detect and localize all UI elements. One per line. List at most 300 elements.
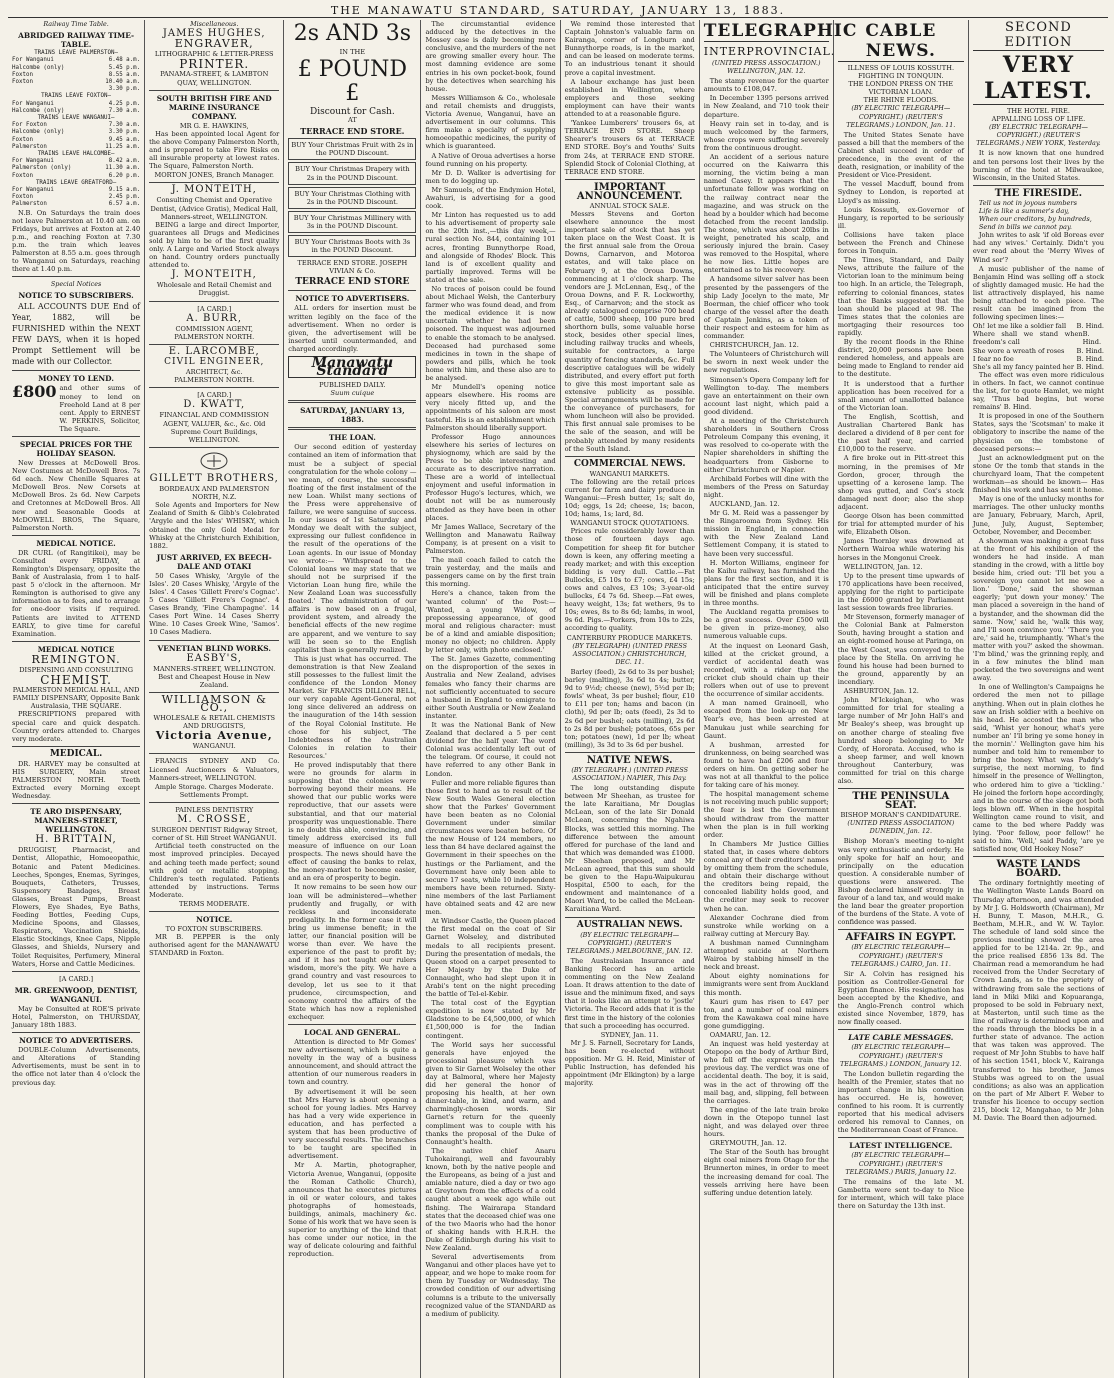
- fireside-paragraph: The effect was even more ridiculous in others. In fact, we cannot continue the list, for to quote Hamlet, we might say, 'Thus bad begins, but worse remains' B. Hind.: [972, 370, 1105, 412]
- at-label: AT: [347, 116, 357, 125]
- burr-sub: COMMISSION AGENT,: [175, 324, 253, 333]
- local-paragraph: Mr A. Martin, photographer, Victoria Avenue, Wanganui, (opposite the Roman Catholic Church), announces that he executes pictures in oil or water colours, and takes photographs of homesteads, buildings, animals, machinery &c. Some of his work that we have seen is superior to anything of the kind that has come under our notice, in the way of delicate colouring and faithful reproduction.: [288, 1161, 417, 1259]
- timetable-row: [12, 165, 140, 172]
- hughes-name: JAMES HUGHES,: [162, 28, 266, 40]
- markets-text: The following are the retail prices current for farm and dairy produce in Wanganui:—Fresh butter, 1s; salt do, 10d; eggs, 1s 2d; cheese, 1s; bacon, 10d; hams, 1s; lard, 8d.: [564, 477, 695, 519]
- news-paragraph: Mr Mundell's opening notice appears elsewhere. His rooms are very nicely fitted up, and the appointments of his saloon are most tasteful. His is an establishment which Palmerston should liberally support.: [425, 383, 556, 432]
- remington-name: REMINGTON.: [31, 652, 121, 666]
- published-line: PUBLISHED DAILY.: [319, 381, 386, 390]
- australian-text: The Australasian Insurance and Banking Record has an article commenting on the New Zealand Loan. It draws attention to the date of issue and the minimum fixed, and says that it looks like an attempt to 'jostle' Victoria. The Record adds that it is the first time in the history of the colonies that such a proceeding has occurred.: [564, 956, 695, 1030]
- local-heading: LOCAL AND GENERAL.: [304, 1028, 401, 1037]
- discount-tag: 2s AND 3s: [293, 21, 412, 46]
- timetable-row: [12, 101, 140, 108]
- terms-label: TERMS MODERATE.: [178, 899, 250, 908]
- gillett-sub: BORDEAUX AND PALMERSTON NORTH, N.Z.: [159, 485, 270, 502]
- news-paragraph: The St. James Gazette, commenting on the disproportion of the sexes in Australia and New Zealand, advises females who fancy their charms are not sufficiently accentuated to secure a husband in England to emigrate to either South Australia or New Zealand instanter.: [425, 655, 556, 720]
- gillett-text: Sole Agents and Importers for New Zealand of Smith & Gibb's Celebrated 'Argyle and the Isles' WHISKY, which obtained the only Gold Medal for Whisky at the Christchurch Exhibition, 1882.: [149, 501, 280, 550]
- money-amount: £800: [12, 382, 57, 402]
- music-text: A music publisher of the name of Benjamin Hind was selling off a stock of slightly damaged music. He had the list attractively displayed, his name being attached to each piece. The result can be imagined from the following specimen lines:—: [972, 264, 1105, 322]
- kossuth-heading: ILLNESS OF LOUIS KOSSUTH.: [847, 64, 955, 72]
- song-author: B. Hind.: [1076, 354, 1105, 363]
- egypt-heading: AFFAIRS IN EGYPT.: [845, 932, 957, 944]
- stock-text: Prices rule considerably lower than those of fourteen days ago. Competition for sheep fit for butcher down is keen, any offering meeting a ready market; and with this exception bidding is very dull. Cattle.—Fat Bullocks, £5 10s to £7; cows, £4 15s; cows and calves, £3 10s; 3-year-old bullocks, £4 7s 6d. Sheep.—Fat ewes, heavy weight, 13s; fat wethers, 9s to 10s; ewes, 8s to 8s 6d; lambs, in wool, 9s 6d. Pigs.—Porkers, from 10s to 22s, according to quality.: [564, 527, 695, 633]
- timetable-title: ABRIDGED RAILWAY TIME-TABLE.: [18, 31, 135, 50]
- crosse-text: Artificial teeth constructed on the most improved principles. Decayed and aching teeth made perfect; sound with gold or metallic stopping. Children's teeth regulated. Patients attended by instructions. Terms Moderate.: [149, 842, 280, 899]
- timetable-head: TRAINS LEAVE HALCOMBE—: [37, 150, 115, 157]
- larcombe-name: E. LARCOMBE,: [168, 345, 260, 357]
- tonquin-heading: FIGHTING IN TONQUIN.: [858, 72, 944, 81]
- buy-line: BUY Your Christmas Millinery with 3s in the POUND Discount.: [288, 211, 416, 233]
- timetable-head: TRAINS LEAVE FOXTON—: [41, 93, 111, 100]
- latest-sub: (BY ELECTRIC TELEGRAPH—COPYRIGHT.) (REUTER'S TELEGRAMS.) PARIS, January 12.: [845, 1151, 957, 1176]
- accounts-notice: ALL ACCOUNTS DUE End of Year, 1882, will be FURNISHED within the NEXT FEW DAYS, when it is hoped Prompt Settlement will be made with our Collector.: [12, 302, 141, 367]
- crest-icon: [149, 451, 279, 473]
- section-label: Special Notices: [50, 280, 102, 289]
- news-paragraph: James Thornley was drowned at Northern Wairoa while watering his horses in the Mongonui Creek.: [837, 537, 964, 562]
- news-paragraph: We remind those interested that Captain Johnston's valuable farm on Kairanga, corner of Longburn and Bunnythorpe roads, is in the market, and can be leased on moderate terms. To an industrious tenant it should prove a capital investment.: [564, 20, 695, 77]
- song-title: She's all my fancy painted her: [972, 362, 1074, 371]
- news-paragraph: It was the National Bank of New Zealand that declared a 5 per cent dividend for the half year. The word Colonial was accidentally left out of the telegram. Of course, it could not have referred to any other Bank in London.: [425, 720, 556, 778]
- sydney-text: Mr J. S. Farnell, Secretary for Lands, has been re-elected without opposition. Mr G. H. Reid, Minister of Public Instruction, has defended his appointment (Mr Elkington) by a large majority.: [564, 1038, 695, 1088]
- news-paragraph: Simonsen's Opera Company left for Wellington to-day. The members gave an entertainment on their own account last night, which paid a good dividend.: [703, 375, 829, 416]
- news-paragraph: The World says her successful generals have enjoyed the processional pleasure which was given to Sir Garnet Wolseley the other day at Balmoral, where her Majesty did her general the honor of proposing his health, at her own dinner-table, in kind, and warm, and charmingly-chosen words. Sir Garnet's return for the queenly compliment was to couple with his thanks the proposal of the Duke of Connaught's health.: [425, 1040, 556, 1146]
- architect-line: ARCHITECT, &c.: [185, 368, 243, 377]
- news-paragraph: A labour exchange has just been established in Wellington, where employers and those seeking employment can have their wants attended to at a reasonable figure.: [564, 77, 695, 119]
- buy-line: BUY Your Christmas Drapery with 2s in the POUND Discount.: [288, 162, 416, 184]
- notice-text: ALL orders for insertion must be written legibly on the face of the advertisement. When no order is given, the advertisement will be inserted until countermanded, and charged accordingly.: [288, 304, 417, 353]
- timetable-row: [12, 137, 140, 144]
- timetable-destination: Palmerston (only): [12, 165, 72, 172]
- song-author: B. Hind.: [1082, 330, 1102, 347]
- bishop-text: Bishop Moran's meeting to-night was very enthusiastic and orderly. He only spoke for half an hour, and principally on the education question. A considerable number of questions were answered. The Bishop declared himself strongly in favour of a land tax, and would make the land bear the greater proportion of the burdens of the State. A vote of confidence was passed.: [837, 837, 964, 927]
- loan-paragraph: This is just what has occurred. The demonstration is that New Zealand still possesses to the fullest limit the confidence of the London Money Market. Sir FRANCIS DILLON BELL, our very capable Agent-General, not long since delivered an address on the inauguration of the 14th session of the Royal Colonial Institute. He chose for his subject, 'The Indebtedness of the Australian Colonies in relation to their Resources.': [288, 654, 417, 760]
- store-name: TERRACE END STORE: [295, 277, 410, 288]
- notice-heading: NOTICE TO ADVERTISERS.: [19, 1036, 133, 1046]
- painless-label: PAINLESS DENTISTRY: [175, 805, 254, 814]
- timetable-destination: Halcombe (only): [12, 64, 65, 71]
- timetable-destination: Foxton: [12, 194, 33, 201]
- timetable-row: [12, 72, 140, 79]
- waste-heading: WASTE LANDS BOARD.: [996, 859, 1081, 880]
- news-paragraph: A handsome silver salver has been presented by the passengers of the ship Lady Jocelyn to the mate, Mr Boerman, the chief officer who took charge of the vessel after the death of Captain Jenkins, as a token of their respect and esteem for him as commander.: [703, 275, 829, 341]
- news-paragraph: A bushman named Cunningham attempted suicide at Northern Wairoa by stabbing himself in the neck and breast.: [703, 938, 829, 972]
- news-paragraph: Fuller and more reliable figures than those first to hand as to result of the New South Wales General election show that the Parkes' Government have been beaten as no Colonial Government under similar circumstances were beaten before. Of the new House of 124 members, no less than 84 have declared against the Government in their speeches on the hustings or the Parliament, and the Government have only been able to secure 17 seats, while 10 independent members have been returned. Sixty-nine members of the last Parliament have obtained seats and 42 are new men.: [425, 778, 556, 917]
- timetable-destination: Foxton: [12, 172, 33, 179]
- news-paragraph: The hospital management scheme is not receiving much public support; the fear is lest the Government should withdraw from the matter when the plan is in full working order.: [703, 790, 829, 839]
- francis-text: FRANCIS SYDNEY AND Co. Licensed Auctioneers & Valuators, Manners-street, WELLINGTON.: [149, 757, 280, 782]
- columns: [8, 20, 1108, 1378]
- news-paragraph: Up to the present time upwards of 170 applications have been received, applying for the right to participate in the £6000 granted by Parliament last session towards free libraries.: [837, 571, 964, 613]
- news-paragraph: The Volunteers of Christchurch will be sworn in next week under the new regulations.: [703, 350, 829, 375]
- press-heading: THE LONDON PRESS ON THE VICTORIAN LOAN.: [848, 80, 954, 97]
- news-paragraph: The engine of the late train broke down in the Otepopo tunnel last night, and was delayed over three hours.: [703, 1105, 829, 1139]
- column-5: [561, 20, 700, 1378]
- news-paragraph: The circumstantial evidence adduced by the detectives in the Mossey case is daily becoming more conclusive, and the murders of the net are growing smaller every hour. The most damning evidence are some entries in his own pocket-book, found by the detectives when searching his house.: [425, 20, 556, 93]
- greenwood-text: May be Consulted at ROE'S private Hotel, Palmerston, on THURSDAY, January 18th 1883.: [12, 1004, 141, 1030]
- news-paragraph: Here's a chance, taken from the 'wanted column' of the Post:— 'Wanted, a young Widow, of prepossessing appearance, of good moral and religious character: must be of a kind and amiable disposition; money no object; no children. Apply by letter only, with photo enclosed.': [425, 589, 556, 655]
- paper-title: Manawatu Standard: [288, 356, 416, 378]
- timetable-row: [12, 108, 140, 115]
- news-paragraph: Collisions have taken place between the French and Chinese forces in Tonquin.: [837, 230, 964, 256]
- stock-heading: WANGANUI STOCK QUOTATIONS.: [570, 519, 690, 528]
- store-name: TERRACE END STORE. JOSEPH VIVIAN & Co.: [297, 259, 408, 276]
- london-sub: (BY ELECTRIC TELEGRAPH—COPYRIGHT.) (REUTER'S TELEGRAMS.) LONDON, Jan. 11.: [846, 104, 956, 129]
- fireside-paragraph: May is one of the unlucky months for marriages. The other unlucky months are January, February, March, April, June, July, August, September, October, November, and December.: [972, 495, 1105, 536]
- column-3: [284, 20, 421, 1378]
- dispensary-heading: TE ARO DISPENSARY, MANNERS-STREET, WELLINGTON.: [30, 807, 122, 835]
- fireside-paragraph: Just an acknowledgment put on the stone Or the tomb that stands in the churchyard loam, That the competent workman—as should be known— Has finished his work and has sent it home.: [972, 453, 1105, 495]
- loan-heading: THE LOAN.: [328, 433, 376, 443]
- motto: Suum cuique: [330, 389, 375, 398]
- song-line: [973, 347, 1104, 355]
- wanganui-label: WANGANUI.: [192, 742, 236, 751]
- timetable-time: 9.15 a.m.: [108, 186, 141, 193]
- monteith-name: J. MONTEITH,: [171, 184, 257, 196]
- peninsula-heading: THE PENINSULA SEAT.: [852, 791, 950, 812]
- hughes-address: PANAMA-STREET, & LAMBTON QUAY, WELLINGTON.: [160, 70, 269, 87]
- news-paragraph: OAMARU, Jan. 12.: [709, 1030, 772, 1039]
- news-paragraph: The vessel Macduff, bound from Sydney to London, is reported at Lloyd's as missing.: [837, 180, 964, 205]
- pepper-text: MR B. PEPPER is the only authorised agent for the MANAWATU STANDARD in Foxton.: [149, 933, 280, 958]
- timetable-time: 4.25 p.m.: [108, 100, 141, 107]
- news-paragraph: GREYMOUTH, Jan. 12.: [709, 1139, 787, 1148]
- interprovincial-heading: INTERPROVINCIAL.: [703, 45, 836, 58]
- printer-title: PRINTER.: [179, 57, 250, 72]
- card-label: [A CARD.]: [197, 391, 232, 400]
- news-paragraph: About eighty nominations for immigrants were sent from Auckland this month.: [703, 972, 829, 997]
- pound-title: £ POUND £: [297, 57, 407, 107]
- news-paragraph: Archibald Forbes will dine with the members of the Press on Saturday night.: [703, 474, 829, 499]
- timetable-destination: Halcombe (only): [12, 129, 65, 136]
- news-paragraph: Alexander Cochrane died from sunstroke while working on a railway cutting at Mercury Bay.: [703, 913, 829, 938]
- commercial-heading: COMMERCIAL NEWS.: [573, 458, 686, 469]
- news-paragraph: A man named Grainoell, who escaped from the look-up on New Year's eve, has been arrested at Manukau just while searching for Gaunt.: [703, 699, 829, 740]
- annual-text: Messrs Stevens and Gorton elsewhere announce the most important sale of stock that has yet taken place on the West Coast. It is the first annual sale from the Oroua Downs, Carnarvon, and Motoroa estates, and will take place on February 9, at the Oroua Downs, commencing at 1 o'clock sharp. The vendors are J. McLennan, Esq., of the Oroua Downs, and F. R. Lockworthy, Esq., of Carnarvon; and the stock as already catalogued comprise 700 head of cattle, 5000 sheep, 100 pure bred shorthorn bulls, some valuable horse stock, besides other special lines, including railway trucks and wheels, suitable for contractors, a large quantity of fencing standards, &c. Full descriptive catalogues will be widely distributed, and every effort put forth to give this most important sale as extensive publicity as possible. Special arrangements will be made for the conveyance of purchasers, for whom luncheon will also be provided. This first annual sale promises to be the sale of the season, and will be probably attended by many residents of the South Island.: [564, 209, 695, 453]
- song-author: B. Hind.: [1076, 346, 1105, 355]
- timetable-row: [12, 86, 140, 93]
- news-paragraph: Mr Samuels, of the Endymion Hotel, Awahuri, is advertising for a good cook.: [425, 185, 556, 211]
- appalling-heading: APPALLING LOSS OF LIFE.: [991, 115, 1086, 124]
- timetable-head: TRAINS LEAVE GREATFORD—: [35, 179, 117, 186]
- timetable-row: [12, 187, 140, 194]
- crosse-sub: SURGEON DENTIST Ridgway Street, corner of St. Hill Street WANGANUI.: [151, 826, 278, 843]
- timetable-time: 5.45 p.m.: [108, 64, 141, 71]
- timetable-note: N.B. On Saturdays the train does not leave Palmerston at 10.40 am. on Fridays, but arrives at Foxton at 2.40 p.m., and reaching Foxton at 7.30 p.m. the train which leaves Palmerston at 8.55 a.m. goes through to Wanganui on Saturdays, reaching there at 1.40 p.m.: [12, 208, 141, 274]
- news-paragraph: WELLINGTON, Jan. 12.: [843, 562, 923, 571]
- telegraphic-heading: TELEGRAPHIC: [703, 21, 858, 41]
- section-label: Railway Time Table.: [43, 20, 109, 28]
- timetable-destination: Foxton: [12, 78, 33, 85]
- rhine-heading: THE RHINE FLOODS.: [863, 96, 939, 105]
- song-title: She wore a wreath of roses: [972, 346, 1065, 355]
- bishop-heading: BISHOP MORAN'S CANDIDATURE.: [840, 811, 962, 820]
- news-paragraph: Several advertisements from Wanganui and other places have yet to appear, and we hope to make room for them by Tuesday or Wednesday. The crowded condition of our advertising columns is a tribute to the universally recognized value of the STANDARD as a medium of publicity.: [425, 1253, 556, 1318]
- fireside-text: John writes to ask 'if old Boreas ever had any wives.' Certainly. Didn't you ever read about the 'Merry Wives of Wind sor'?: [972, 231, 1105, 264]
- card-label: [A CARD.]: [197, 304, 232, 313]
- timetable-row: [12, 65, 140, 72]
- news-paragraph: Mr D. D. Walker is advertising for men to do logging up.: [425, 168, 556, 185]
- news-paragraph: 'Yankee Lumberers' trousers 6s, at TERRACE END STORE. Sheep Shearer's trousers 6s at TERRACE END STORE. Boy's and Youths' Suits from 24s, at TERRACE END STORE. Splendid Stock of Colonial Clothing, at TERRACE END STORE.: [564, 119, 695, 176]
- song-title: I fear no foe: [972, 354, 1014, 363]
- waste-text: The ordinary fortnightly meeting of the Wellington Waste Lands Board on Thursday afternoon, and was attended by Mr J. G. Holdsworth (Chairman), Mr H. Bunny, T. Mason, M.H.R., G. Beetham, M.H.R., and W. W. Taylor. The schedule of land sold since the previous meeting showed the area applied for to be 1214a. 2r. 9p., and the price realised £856 13s 8d. The Chairman read a memorandum he had received from the Under Secretary of Crown Lands, as to the propriety of withdrawing from sale the sections of land in Miki Miki and Kopuaranga, proposed to be sold in February next, at Masterton, until such time as the line of railway is determined upon and the roads through the blocks be in a further state of advance. The action that was taken was approved. The request of Mr John Stubbs to have half of his section 1541, block V., Kairanga transferred to his brother, James Stubbs was agreed to on the usual conditions; as also was an application on the part of Mr Albert F. Weber to transfer his licence to occupy section 215, block 12, Mangahao, to Mr John M. Davie. The Board then adjourned.: [972, 879, 1105, 1123]
- timetable-destination: Halcombe (only): [12, 107, 65, 114]
- terrace-store: TERRACE END STORE.: [300, 126, 405, 137]
- loan-paragraph: He proved indisputably that there were no grounds for alarm in supposing that the colonies were borrowing beyond their means. He showed that our public works were reproductive, that our assets were substantial, and that our material prosperity was unquestionable. There is no doubt this able, convincing, and timely address exercised its full measure of influence on our Loan prospects. The news should have the effect of causing the banks to relax, the money-market to become easier, and an era of prosperity to begin.: [288, 761, 417, 883]
- news-paragraph: The Star of the South has brought eight coal miners from Otago for the Brunnerton mines, in order to meet the increasing demand for coal. The vessels arriving here have been suffering undue detention lately.: [703, 1148, 829, 1197]
- loan-paragraph: It now remains to be seen how our loan will be administered—whether prudently and frugally, or with reckless and inconsiderate prodigality. In the former case it will bring us immense benefit; in the latter, our financial position will be worse than ever. We have the experience of the past to profit by; and if it has not taught our rulers wisdom, more's the pity. We have a grand country and vast resources to develop, let us see to it that prudence, circumspection, and economy control the affairs of the State which has now a replenished exchequer.: [288, 883, 417, 1021]
- news-paragraph: In Chambers Mr Justice Gillies stated that, in cases where debtors conceal any of their creditors' names by omitting them from the schedule, and obtain their discharge without the creditors being repaid, the concealed liability holds good, and the creditor may seek to recover when he can.: [703, 839, 829, 913]
- column-8: [969, 20, 1108, 1378]
- medical-text: DR CURL (of Rangitikei), may be Consulted every FRIDAY, at Remington's Dispensary, opposite the Bank of Australasia, from 1 to half-past 5 o'clock in the afternoon. Mr Remington is authorised to give any information as to fees, and to arrange for one-door visits if required. Patients are invited to ATTEND EARLY, to give time for careful Examination.: [12, 548, 141, 638]
- dunedin-sub: (UNITED PRESS ASSOCIATION) DUNEDIN, Jan. 12.: [847, 819, 955, 836]
- timetable-destination: Palmerston: [12, 143, 47, 150]
- monteith-text: BEING a large and direct Importer, guarantees all Drugs and Medicines sold by him to be of the first quality only. A Large and Varied Stock always on hand. Country orders punctually attended to.: [149, 220, 280, 270]
- arrived-heading: JUST ARRIVED, EX BEECH-DALE AND OTAKI: [156, 552, 272, 571]
- timetable-time: 6.48 a.m.: [108, 57, 141, 64]
- news-paragraph: At a meeting of the Christchurch shareholders in Southern Cross Petroleum Company this evening, it was resolved to co-operate with the Napier shareholders in shifting the headquarters from Gisborne to either Christchurch or Napier.: [703, 417, 829, 474]
- news-paragraph: Mr Stevenson, formerly manager of the Colonial Bank at Palmerston South, having brought a station and an eight-roomed house at Paringa, on the West Coast, was conveyed to the place by the Stella. On arriving he found his house had been burned to the ground, apparently by an incendiary.: [837, 613, 964, 686]
- harvey-text: DR. HARVEY may be consulted at HIS SURGERY, Main street PALMERSTON NORTH. Teeth Extracted every Morning except Wednesday.: [12, 759, 141, 801]
- timetable-row: [12, 57, 140, 64]
- australian-heading: AUSTRALIAN NEWS.: [576, 919, 683, 930]
- buy-line: BUY Your Christmas Fruit with 2s in the POUND Discount.: [288, 138, 416, 160]
- burr-address: PALMERSTON NORTH.: [174, 332, 255, 341]
- advertisers-text: DOUBLE-Column Advertisements, and Alterations of Standing Advertisements, must be sent in to the office not later than 4 o'clock the previous day.: [12, 1046, 141, 1087]
- newyork-sub: (BY ELECTRIC TELEGRAPH—COPYRIGHT.) (REUTER'S TELEGRAMS.) NEW YORK, Yesterday.: [976, 123, 1101, 148]
- fireside-paragraph: In one of Wellington's Campaigns he ordered the men not to pillage anything. When out in plain clothes he saw an Irish soldier with a beehive on his head. He accosted the man who said, 'Whist yer honour, what's yere number an' I'll bring ye some honey in the mornin'.' Wellington gave him his number and told him to remember to bring the honey. What was Paddy's surprise, the next morning, to find himself in the presence of Wellington, who ordered him to give a 'tickling.' He joined the forlorn hope accordingly, and in the course of the siege got both legs blown off. When in the hospital Wellington came round to visit, and came to the bed where Paddy was lying. 'Poor fellow, poor fellow!' he said to him. 'Well,' said Paddy, 'are ye satisfied now, Old Hookey Nose?': [972, 683, 1105, 854]
- money-text: and other sums of money to lend on Freehold Land at 8 per cent. Apply to ERNEST W. PERKINS, Solicitor, The Square.: [59, 384, 141, 433]
- egypt-text: Sir A. Colvin has resigned his position as Controller-General for Egyptian finance. His resignation has been accepted by the Khedive, and the Anglo-French control which existed since November, 1879, has now finally ceased.: [837, 969, 964, 1027]
- timetable-time: 6.57 a.m.: [108, 201, 141, 208]
- timetable-head: TRAINS LEAVE WANGANUI—: [37, 114, 115, 121]
- news-paragraph: The United States Senate have passed a bill that the members of the Cabinet shall succeed in order of precedence, in the event of the death, resignation, or inability of the President or Vice-President.: [837, 130, 964, 180]
- late-heading: LATE CABLE MESSAGES.: [848, 1033, 954, 1043]
- news-paragraph: A bushman, arrested for drunkenness, on being searched was found to have had £206 and four orders on him. On getting sober he was not at all thankful to the police for taking care of his money.: [703, 740, 829, 790]
- engraver-title: ENGRAVER,: [174, 37, 254, 51]
- gillett-name: GILLETT BROTHERS,: [149, 472, 279, 484]
- discount-cash: Discount for Cash.: [310, 107, 395, 118]
- timetable-destination: Foxton: [12, 71, 33, 78]
- news-paragraph: It is understood that a further application has been received for a small amount of unallotted balance of the Victorian loan.: [837, 379, 964, 412]
- native-text: The long outstanding dispute between Mr Sheehan, as trustee for the late Karaitiana, Mr Douglas McLean, son of the late Sir Donald McLean, concerning the Ngahiwa Blocks, was settled this morning. The difference between the amount offered for purchase of the land and that which was demanded was £1000. Mr Sheehan proposed, and Mr McLean agreed, that this sum should be given to the Hapu-Waipukurau Hospital, £500 to each, for the endowment and maintenance of a Maori Ward, to be called the McLean-Karaitiana Ward.: [564, 784, 695, 914]
- news-paragraph: No traces of poison could be found about Michael Welsh, the Canterbury farmer who was found dead, and from the medical evidence it is now uncertain whether he had been poisoned. The inquest was adjourned to enable the stomach to be analysed. Deceased had purchased some medicines in town in the shape of powders and pills, which he took home with him, and these also are to be analysed.: [425, 285, 556, 383]
- fireside-heading: THE FIRESIDE.: [994, 187, 1083, 199]
- news-paragraph: Messrs Williamson & Co., wholesale and retail chemists and druggists, Victoria Avenue, Wanganui, have an advertisement in our columns. This firm make a specialty of supplying homoeopathic medicines, the purity of which is guaranteed.: [425, 93, 556, 151]
- song-title: Oh! let me like a soldier fall: [972, 322, 1067, 331]
- hotel-text: It is now known that one hundred and ten persons lost their lives by the burning of the hotel at Milwaukee, Wisconsin, in the United States.: [972, 149, 1105, 182]
- victoria-avenue: Victoria Avenue,: [155, 729, 273, 743]
- notice-heading: NOTICE TO ADVERTISERS.: [295, 294, 410, 304]
- hawkins-name: MR G. E. HAWKINS,: [179, 121, 249, 130]
- news-paragraph: Professor Hugo announces elsewhere his series of lectures on physiognomy, which are said by the Press to be able interesting and accurate as to descriptive narration. These are a world of intellectual enjoyment and useful information in Professor Hugo's lectures, which, we doubt not will be as numerously attended as they have been in other places.: [425, 432, 556, 522]
- canterbury-text: Barley (feed), 2s 6d to 3s per bushel; barley (malting), 3s 6d to 4s; butter, 9d to 9½d; cheese (new), 5½d per lb; fowls' wheat, 3s per bushel; flour, £10 to £11 per ton; hams and bacon (in cloth), 9d per lb; oats (feed), 2s 3d to 2s 6d per bushel; oats (milling), 2s 6d to 2s 8d per bushel; potatoes, 65s per ton; potatoes (new), 1d per lb; wheat (milling), 3s 3d to 3s 6d per bushel.: [564, 667, 695, 749]
- card-label: [A CARD.]: [59, 974, 94, 983]
- news-paragraph: A Native of Oroua advertises a horse found running on his property.: [425, 151, 556, 168]
- news-paragraph: Mr G. M. Reid was a passenger by the Ringarooma from Sydney. His mission in England, in connection with the New Zealand Land Settlement Company, it is stated to have been very successful.: [703, 509, 829, 558]
- news-paragraph: The English, Scottish, and Australian Chartered Bank has declared a dividend of 8 per cent for the past half year, and carried £10,000 to the reserve.: [837, 412, 964, 454]
- song-title: Where shall we stand when freedom's call: [972, 330, 1083, 347]
- native-sub: (BY TELEGRAPH.) (UNITED PRESS ASSOCIATION.) NAPIER, This Day.: [571, 765, 688, 782]
- local-paragraph: Attention is directed to Mr Gomes' new advertisement, which is quite a novelty in the way of a business announcement, and should attract the attention of our numerous readers in town and country.: [288, 1038, 417, 1087]
- fire-text: Has been appointed local Agent for the above Company Palmerston North, and is prepared to take Fire Risks on all insurable property at lowest rates. The Square, Palmerston North.: [149, 129, 280, 171]
- easby-text: MANNERS-STREET, WELLINGTON. Best and Cheapest House in New Zealand.: [153, 664, 276, 689]
- news-paragraph: The total cost of the Egyptian expedition is now stated by Mr Gladstone to be £4,500,000, of which £1,500,000 is for the Indian contingent.: [425, 999, 556, 1040]
- brittain-text: DRUGGIST, Pharmacist, and Dentist, Allopathic, Homoeopathic, Botanic and Patent Medicines. Leeches, Sponges, Enemas, Syringes, Bouquets, Catheters, Trusses, Suspensory Bandages, Breast Glasses, Breast Pumps, Breast Flowers, Eye Shades, Eye Baths, Feeding Bottles, Feeding Cups, Medicine Spoons, and Glasses, Respirators, Vaccination Shields, Elastic Stockings, Knee Caps, Nipple Glasses, and Shields, Nursery and Toilet Requisites, Perfumery, Mineral Waters, Horse and Cattle Medicines.: [12, 846, 141, 968]
- timetable-row: [12, 122, 140, 129]
- prescriptions-text: PRESCRIPTIONS prepared with special care and quick despatch. Country orders attended to. Charges very moderate.: [12, 710, 141, 743]
- timetable-time: 11.25 a.m.: [105, 143, 141, 150]
- foxton-heading: TO FOXTON SUBSCRIBERS.: [165, 925, 263, 934]
- song-line: [973, 330, 1104, 346]
- buy-line: BUY Your Christmas Boots with 3s in the POUND Discount.: [288, 235, 416, 257]
- medical-heading: MEDICAL.: [49, 748, 103, 759]
- timetable-time: 11.30 a.m.: [105, 165, 141, 172]
- cable-heading: CABLE NEWS.: [838, 21, 964, 62]
- second-edition: SECOND EDITION: [973, 20, 1104, 51]
- larcombe-address: PALMERSTON NORTH.: [174, 376, 255, 385]
- news-paragraph: At Windsor Castle, the Queen placed the first medal on the coat of Sir Garnet Wolseley, and distributed medals to all recipients present. During the presentation of medals, the Queen stood on a carpet presented to Her Majesty by the Duke of Connaught, who had slept upon it in Arabi's tent on the night preceding the battle of Tel-el-Kebir.: [425, 917, 556, 999]
- monteith-name: J. MONTEITH,: [171, 269, 257, 281]
- news-paragraph: George Olson has been committed for trial for attempted murder of his wife, Elizabeth Olson.: [837, 512, 964, 537]
- timetable-time: 6.20 p.m.: [108, 172, 141, 179]
- australian-sub: (BY ELECTRIC TELEGRAPH—COPYRIGHT.) (REUTER'S TELEGRAMS.) MELBOURNE, JAN. 12.: [566, 930, 693, 955]
- timetable-row: [12, 201, 140, 208]
- notice-heading: NOTICE TO SUBSCRIBERS.: [18, 291, 134, 301]
- medical-heading: MEDICAL NOTICE: [37, 644, 115, 654]
- masthead: THE MANAWATU STANDARD, SATURDAY, JANUARY 13, 1883.: [8, 4, 1108, 18]
- monteith-sub: Consulting Chemist and Operative Dentist, (Advice Gratis), Medical Hall, Manners-street, WELLINGTON.: [150, 196, 279, 221]
- news-paragraph: The stamp revenue for the quarter amounts to £108,047.: [703, 77, 829, 94]
- litho-line: LITHOGRAPHIC & LETTER-PRESS: [154, 50, 274, 59]
- column-4: [421, 20, 560, 1378]
- williamson-name: WILLIAMSON & CO.,: [161, 692, 267, 714]
- medical-heading: MEDICAL NOTICE.: [36, 538, 116, 548]
- native-heading: NATIVE NEWS.: [586, 754, 673, 766]
- egypt-sub: (BY ELECTRIC TELEGRAPH—COPYRIGHT.) (REUTER'S TELEGRAMS.) CAIRO, Jan. 11.: [850, 943, 951, 968]
- timetable-time: 3.30 p.m.: [108, 86, 141, 93]
- prices-heading: SPECIAL PRICES FOR THE HOLIDAY SEASON.: [19, 439, 133, 458]
- song-line: [973, 355, 1104, 363]
- news-paragraph: Mr James Wallace, Secretary of the Wellington and Manawatu Railway Company, is at present on a visit to Palmerston.: [425, 522, 556, 555]
- news-paragraph: An accident of a serious nature occurred on the Kaiwarra this morning, the victim being a man named Casey. It appears that the unfortunate fellow was working on the railway contract near the magazine, and was struck on the head by a boulder which had become detached from the recent landslip. The stone, which was about 20lbs in weight, penetrated his scalp, and seriously injured the brain. Casey was removed to the Hospital, where he now lies. Little hopes are entertained as to his recovery.: [703, 153, 829, 275]
- annual-heading: ANNUAL STOCK SALE.: [589, 201, 670, 210]
- civil-title: CIVIL ENGINEER,: [164, 357, 265, 367]
- news-paragraph: CHRISTCHURCH, Jan. 12.: [709, 341, 799, 350]
- prices-text: New Dresses at McDowell Bros. New Costumes at McDowell Bros. 7s 6d each. New Chenille Squares at McDowell Bros. New Corsets at McDowell Bros. 2s 6d. New Carpets and Cretonnes at McDowell Bros. All new and Seasonable Goods at McDOWELL BROS, The Square, Palmerston North.: [12, 458, 141, 532]
- issue-date: SATURDAY, JANUARY 13, 1883.: [300, 406, 405, 425]
- morton-name: MORTON JONES, Branch Manager.: [154, 171, 274, 180]
- column-7: [834, 20, 969, 1378]
- news-paragraph: A fire broke out in Pitt-street this morning, in the premises of Mr Gordon, grocer, through the upsetting of a kerosene lamp. The shop was gutted, and Cox's stock damaged next door; also the shop adjacent.: [837, 454, 964, 511]
- timetable-destination: For Wanganui: [12, 186, 54, 193]
- monteith-sub: Wholesale and Retail Chemist and Druggist.: [156, 281, 272, 298]
- timetable-destination: For Wanganui: [12, 57, 54, 64]
- late-sub: (BY ELECTRIC TELEGRAPH—COPYRIGHT.) (REUTER'S TELEGRAMS.) LONDON, January 12.: [840, 1043, 962, 1068]
- poem-line: Tell us not in joyous numbers: [978, 198, 1077, 207]
- timetable-destination: Foxton: [12, 136, 33, 143]
- chemist-title: CHEMIST.: [40, 673, 112, 688]
- song-author: B. Hind.: [1076, 322, 1105, 331]
- watt-sub: FINANCIAL AND COMMISSION AGENT, VALUER, &c., &c. Old Supreme Court Buildings, WELLINGTON.: [159, 411, 269, 444]
- news-paragraph: The Auckland regatta promises to be a great success. Over £500 will be given in prize-money, also numerous valuable cups.: [703, 608, 829, 641]
- sydney-dateline: SYDNEY, Jan. 11.: [600, 1030, 659, 1039]
- news-paragraph: AUCKLAND, Jan. 12.: [709, 499, 780, 508]
- timetable-time: 7.30 a.m.: [108, 122, 141, 129]
- money-heading: MONEY TO LEND.: [38, 374, 114, 384]
- francis-sub: Ample Storage. Charges Moderate. Settlements Prompt.: [155, 782, 274, 799]
- latest-heading: LATEST INTELLIGENCE.: [849, 1141, 953, 1151]
- buy-line: BUY Your Christmas Clothing with 2s in the POUND Discount.: [288, 187, 416, 209]
- timetable-time: 8.55 a.m.: [108, 71, 141, 78]
- remington-sub: DISPENSING AND CONSULTING: [19, 665, 133, 674]
- very-latest: VERY LATEST.: [973, 52, 1104, 105]
- fireside-paragraph: It is proposed in one of the Southern States, says the 'Scotsman' to make it obligatory to inscribe the name of the physician on the tombstone of deceased persons:—: [972, 412, 1105, 453]
- news-paragraph: The mail coach failed to catch the train yesterday, and the mails and passengers came on by the first train this morning.: [425, 556, 556, 589]
- news-paragraph: By the recent floods in the Rhine district, 20,000 persons have been rendered homeless, and appeals are being made to England to render aid to the destitute.: [837, 338, 964, 379]
- timetable-row: [12, 194, 140, 201]
- timetable-destination: For Wanganui: [12, 100, 54, 107]
- timetable-row: [12, 158, 140, 165]
- canterbury-heading: CANTERBURY PRODUCE MARKETS.: [566, 633, 693, 642]
- news-paragraph: John M'Ickeighan, who was committed for trial for stealing a large number of Mr John Hall's and Mr Bealey's sheep, was brought up on another charge of stealing five hundred sheep belonging to Mr Cordy, of Hororata. Accused, who is a sheep farmer, and well known throughout Canterbury, was committed for trial on this charge also.: [837, 696, 964, 786]
- news-paragraph: An inquest was held yesterday at Otepopo on the body of Arthur Bird, who fell off the express train the previous day. The verdict was one of accidental death. The boy, it is said, was in the act of throwing off the mail bag, and, slipping, fell between the carriages.: [703, 1040, 829, 1105]
- burr-name: A. BURR,: [186, 312, 243, 324]
- song-author: B. Hind.: [1076, 362, 1105, 371]
- canterbury-sub: (BY TELEGRAPH) (UNITED PRESS ASSOCIATION.) CHRISTCHURCH, DEC. 11.: [572, 641, 687, 666]
- crosse-name: M. CROSSE,: [177, 814, 252, 826]
- wellington-sub: (UNITED PRESS ASSOCIATION.) WELLINGTON, JAN. 12.: [712, 59, 821, 76]
- timetable-time: 10.40 a.m.: [105, 78, 141, 85]
- brittain-name: H. BRITTAIN,: [35, 834, 117, 846]
- news-paragraph: Mr Linton has requested us to add to his advertisement of property sale on the 20th inst.,—this day week,—rural section No. 844, containing 101 acres, fronting Bunnythorpe Road, and alongside of Rhodes' Block. This land is of excellent quality and partially improved. Terms will be stated at the sale.: [425, 211, 556, 284]
- poem-line: Life is like a summer's day,: [978, 206, 1070, 215]
- loan-paragraph: Our second edition of yesterday contained an item of information that must be a subject of special congratulation for the whole colony — we mean, of course, the successful floating of the first instalment of the new Loan. Whilst many sections of the Press were apprehensive of failure, we were sanguine of success. In our issues of 1st Saturday and Monday we dealt with the subject, expressing our fullest confidence in the result of the operations of the Loan agents. In our issue of Monday we wrote:— 'Withspread to the Colonial loans we may state that we should not be surprised if the Victorian Loan hung fire, while the New Zealand Loan was successfully floated.' The administration of our affairs is now based on a frugal, provident system, and already the beneficial effects of the new regime are apparent, and we venture to say will be seen so to the English capitalist than is generally realized.: [288, 443, 417, 654]
- latest-text: The remains of the late M. Gambetta were sent to-day to Nice for interment, which will take place there on Saturday the 13th inst.: [837, 1177, 964, 1210]
- column-1: [8, 20, 145, 1378]
- hotel-heading: THE HOTEL FIRE.: [1006, 107, 1070, 115]
- timetable: [12, 50, 140, 208]
- news-paragraph: The native chief Anaru Tuhokairangi, well and favourably known, both by the native people and the Europeans, as being of a just and amiable nature, died a day or two ago at Greytown from the effects of a cold caught about a week ago while out fishing. The Wairarapa Standard states that the deceased chief was one of the two Maoris who had the honor of shaking hands with H.R.H. the Duke of Edinburgh during his visit to New Zealand.: [425, 1146, 556, 1252]
- news-paragraph: In December 1395 persons arrived in New Zealand, and 710 took their departure.: [703, 94, 829, 119]
- news-paragraph: Louis Kossuth, ex-Governor of Hungary, is reported to be seriously ill.: [837, 205, 964, 230]
- timetable-time: 2.45 p.m.: [108, 194, 141, 201]
- news-paragraph: At the inquest on Leonard Gash, killed at the cricket ground, a verdict of accidental death was recorded, with a rider that the cricket club should chain up their rollers when out of use to prevent the occurrence of similar accidents.: [703, 641, 829, 699]
- song-line: [973, 322, 1104, 330]
- poem-line: Send in bills we cannot pay.: [978, 223, 1072, 232]
- timetable-head: TRAINS LEAVE PALMERSTON—: [34, 50, 118, 57]
- timetable-time: 3.30 p.m.: [108, 129, 141, 136]
- local-paragraph: By advertisement it will be seen that Mrs Harvey is about opening a school for young ladies. Mrs Harvey has had a very wide experience in education, and has perfected a system that has been productive of very successful results. The branches to be taught are specified in advertisement.: [288, 1087, 417, 1161]
- timetable-destination: For Wanganui: [12, 158, 54, 165]
- notice-heading: NOTICE.: [196, 915, 233, 925]
- timetable-row: [12, 79, 140, 86]
- markets-heading: WANGANUI MARKETS.: [589, 469, 670, 478]
- fire-heading: SOUTH BRITISH FIRE AND MARINE INSURANCE COMPANY.: [156, 93, 272, 121]
- song-line: [973, 363, 1104, 371]
- fireside-paragraph: A showman was making a great fuss at the front of his exhibition of the wonders he had inside. A man standing in the crowd, with a little boy beside him, cried out: 'I'll bet you a sovereign you cannot let me see a lion.' 'Done,' said the showman eagerly; 'put down your money.' The man placed a sovereign in the hand of a bystander, and the showman did the same. 'Now,' said he, 'walk this way, and I'll soon convince you.' 'There you are,' said he, triumphantly. 'What's the matter with you?' asked the showman. 'I'm blind,' was the grinning reply, and in a few minutes the blind man pocketed the two sovereigns and went away.: [972, 536, 1105, 683]
- poem-line: When our creditors, by hundreds,: [978, 215, 1092, 224]
- important-heading: IMPORTANT ANNOUNCEMENT.: [576, 181, 683, 202]
- venetian-heading: VENETIAN BLIND WORKS.: [157, 643, 271, 653]
- column-2: [145, 20, 284, 1378]
- section-label: Miscellaneous.: [190, 20, 239, 28]
- news-paragraph: Heavy rain set in to-day, and is much welcomed by the farmers, whose crops were suffering severely from the continuous drought.: [703, 119, 829, 152]
- timetable-row: [12, 173, 140, 180]
- remington-address: PALMERSTON MEDICAL HALL, AND FAMILY DISPENSARY, Opposite Bank Australasia, THE SQUARE.: [12, 686, 140, 711]
- timetable-time: 9.45 a.m.: [108, 136, 141, 143]
- timetable-time: 8.42 a.m.: [108, 158, 141, 165]
- news-paragraph: Kauri gum has risen to £47 per ton, and a number of coal miners from the Kawakawa coal mine have gone gumdigging.: [703, 997, 829, 1030]
